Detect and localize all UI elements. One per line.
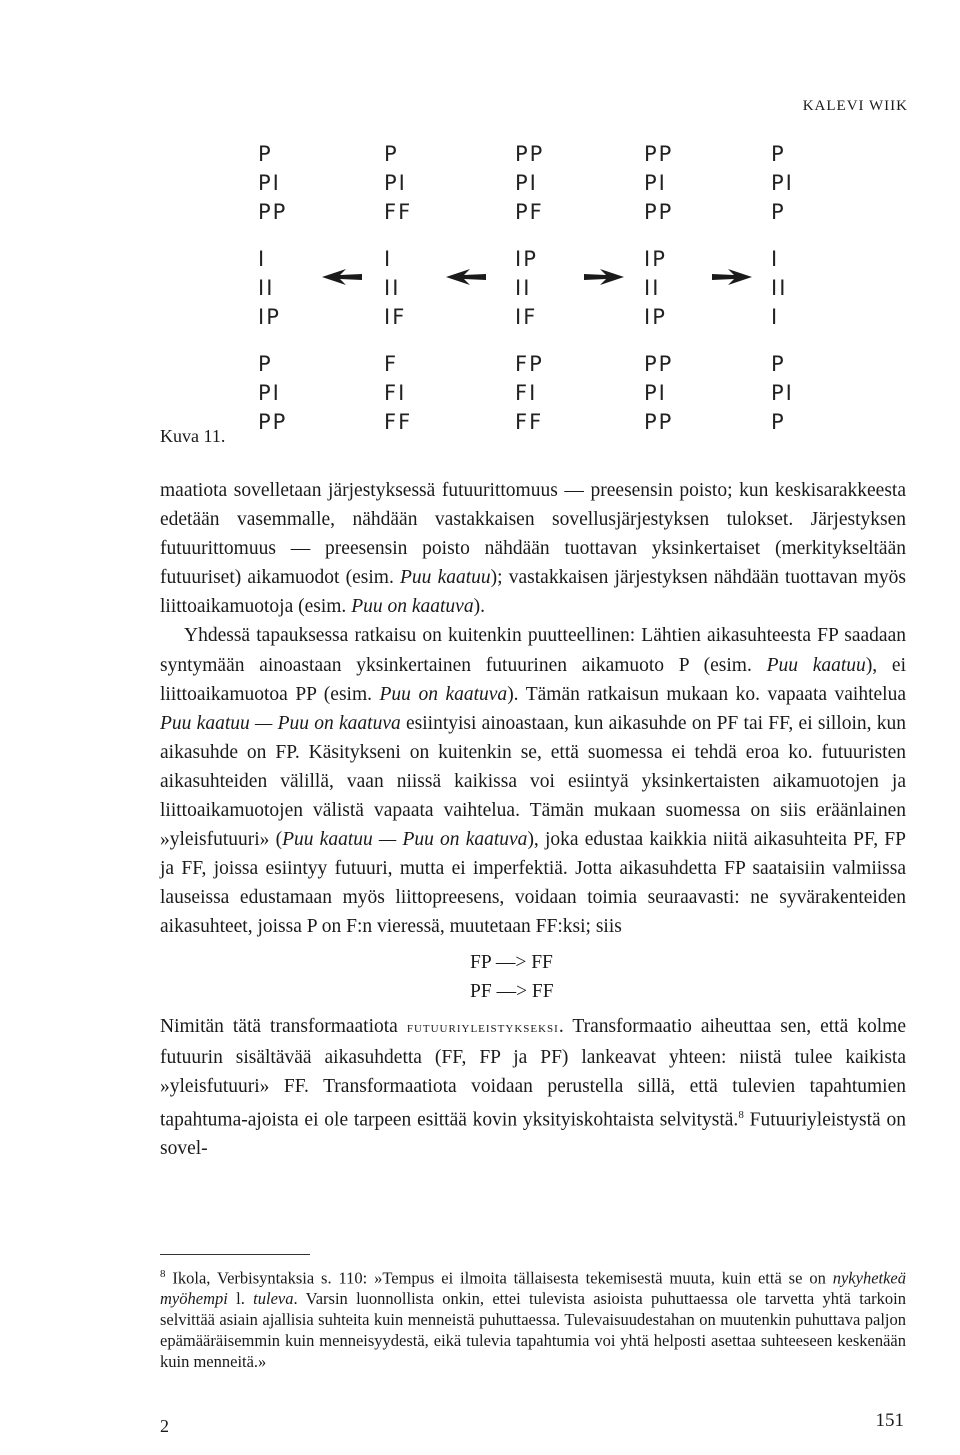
column-group	[384, 245, 412, 332]
column-group	[515, 350, 544, 437]
column-group	[644, 245, 673, 332]
text-run: . Transformaatio aiheuttaa sen, että kolme futuurin sisältävää aikasuhdetta (FF, FP ja PF) lankeavat yhteen: niistä tulee kaikista »yleisfutuuri» FF. Transformaatiota voidaan perustella sillä, että tulevien tapahtumien tapahtuma-ajoista ei ole tarpeen esittää kovin yksityiskohtaista selvitystä.	[160, 1015, 906, 1131]
column-group	[644, 350, 673, 437]
figure-cell: PI	[771, 171, 794, 195]
figure-cell: PP	[258, 200, 288, 224]
column-group	[258, 140, 287, 227]
figure-column-3	[515, 140, 544, 455]
text-run: l.	[227, 1289, 254, 1309]
column-group	[771, 140, 794, 227]
text-run: Ikola, Verbisyntaksia s. 110: »Tempus ei ilmoita tällaisesta tekemisestä muuta, kuin että se on	[165, 1268, 833, 1288]
column-group	[644, 140, 673, 227]
text-run: . Varsin luonnollista onkin, ettei tulevista asioista puhuttaessa ole tarvetta yhtä tarkoin selvittää asiain ajallisia suhteita kuin menneistä puhuttaessa. Tulevaisuudestahan on muutenkin puhuttava paljon epämääräisemmin kuin menneisyydestä, eikä tulevia tapahtumia voi yhtä helposti asettaa suhteeseen keskenään kuin menneitä.»	[160, 1289, 906, 1371]
column-group	[771, 245, 794, 332]
text-run: ), ei liittoaikamuotoa PP (esim.	[160, 654, 906, 705]
figure-cell: PI	[644, 171, 667, 195]
figure-column-1	[258, 140, 287, 455]
paragraph	[160, 1012, 906, 1164]
footnote-ref: 8	[738, 1108, 744, 1121]
figure-cell: P	[771, 410, 786, 434]
example-sentence: Puu kaatuu	[400, 567, 491, 589]
figure-column-4	[644, 140, 673, 455]
figure-cell: II	[384, 276, 401, 300]
figure-cell: P	[258, 142, 273, 166]
text-run: ), joka edustaa kaikkia niitä aikasuhteita PF, FP ja FF, joissa esiintyy futuuri, mutta ei imperfektiä. Jotta aikasuhdetta FP saataisiin valmiissa lauseissa edustamaan myös liittopreesens, voidaan toimia seuraavasti: ne syvärakenteiden aikasuhteet, joissa P on F:n vieressä, muutetaan FF:ksi; siis	[160, 829, 906, 938]
figure-cell: IF	[384, 305, 407, 329]
figure-cell: PF	[515, 200, 544, 224]
figure-cell: P	[384, 142, 399, 166]
column-group	[258, 350, 287, 437]
paragraph	[160, 621, 906, 941]
text-run: ). Tämän ratkaisun mukaan ko. vapaata vaihtelua	[507, 683, 906, 705]
figure-cell: FF	[384, 200, 413, 224]
column-group	[771, 350, 794, 437]
column-group	[258, 245, 287, 332]
figure-cell: IP	[515, 247, 538, 271]
figure-cell: F	[384, 352, 399, 376]
figure-cell: I	[771, 247, 780, 271]
column-group	[384, 140, 412, 227]
figure-cell: II	[771, 276, 788, 300]
figure-cell: PI	[644, 381, 667, 405]
column-group	[515, 245, 544, 332]
figure-caption: Kuva 11.	[160, 426, 226, 446]
figure-column-2	[384, 140, 412, 455]
figure-cell: FI	[515, 381, 538, 405]
rule-line: FP —> FF	[470, 951, 553, 973]
example-sentence: Puu kaatuu — Puu on kaatuva	[160, 712, 401, 734]
figure-cell: P	[258, 352, 273, 376]
figure-cell: PI	[515, 171, 538, 195]
figure-cell: PP	[515, 142, 545, 166]
term-small-caps: futuuriyleistykseksi	[406, 1019, 559, 1036]
footnote	[160, 1264, 906, 1372]
figure-cell: FF	[384, 410, 413, 434]
figure-cell: I	[384, 247, 393, 271]
figure-cell: IP	[258, 305, 281, 329]
figure-cell: II	[515, 276, 532, 300]
figure-cell: IP	[644, 247, 667, 271]
figure-cell: P	[771, 200, 786, 224]
text-run: maatiota sovelletaan järjestyksessä futuurittomuus — preesensin poisto; kun keskisarakkeesta edetään vasemmalle, nähdään vastakkaisen sovellusjärjestyksen tulokset. Järjestyksen futuurittomuus — preesensin poisto nähdään tuottavan yksinkertaiset (merkitykseltään futuuriset) aikamuodot (esim.	[160, 480, 906, 589]
example-sentence: Puu kaatuu — Puu on kaatuva	[282, 829, 528, 851]
text-run: ); vastakkaisen järjestyksen nähdään tuottavan myös liittoaikamuotoja (esim.	[160, 567, 906, 618]
figure-cell: FP	[515, 352, 544, 376]
running-head: KALEVI WIIK	[802, 98, 908, 114]
figure-cell: P	[771, 142, 786, 166]
figure-cell: PP	[644, 410, 674, 434]
figure-cell: IP	[644, 305, 667, 329]
example-sentence: Puu kaatuu	[766, 654, 866, 676]
text-run: Futuuriyleistystä on sovel-	[160, 1109, 906, 1160]
rule-line: PF —> FF	[470, 980, 554, 1002]
text-run: Yhdessä tapauksessa ratkaisu on kuitenkin puutteellinen: Lähtien aikasuhteesta FP saadaan syntymään ainoastaan yksinkertainen futuurinen aikamuoto P (esim.	[160, 625, 906, 676]
page-number: 151	[875, 1410, 904, 1431]
italic-term: tuleva	[253, 1289, 294, 1309]
figure-cell: PP	[644, 200, 674, 224]
figure-cell: I	[258, 247, 267, 271]
figure-11	[0, 0, 960, 450]
example-sentence: Puu on kaatuva	[379, 683, 508, 705]
figure-cell: P	[771, 352, 786, 376]
arrow-left-icon	[322, 268, 366, 286]
transformation-rules	[470, 948, 906, 1006]
footnote-divider	[160, 1254, 310, 1255]
figure-cell: PP	[644, 352, 674, 376]
figure-cell: II	[644, 276, 661, 300]
figure-cell: I	[771, 305, 780, 329]
example-sentence: Puu on kaatuva	[351, 596, 474, 618]
arrow-left-icon	[446, 268, 490, 286]
figure-cell: PI	[258, 381, 281, 405]
column-group	[515, 140, 544, 227]
figure-cell: PI	[771, 381, 794, 405]
text-run: Nimitän tätä transformaatiota	[160, 1015, 407, 1037]
paragraph	[160, 476, 906, 621]
figure-cell: FI	[384, 381, 407, 405]
footnote-number: 8	[160, 1268, 166, 1280]
arrow-right-icon	[708, 268, 752, 286]
italic-term: nykyhetkeä myöhempi	[160, 1268, 906, 1309]
figure-cell: II	[258, 276, 275, 300]
figure-cell: IF	[515, 305, 538, 329]
signature-mark: 2	[160, 1416, 169, 1436]
figure-cell: PI	[258, 171, 281, 195]
figure-cell: PP	[644, 142, 674, 166]
figure-cell: PI	[384, 171, 407, 195]
figure-column-5	[771, 140, 794, 455]
body-text	[160, 476, 906, 1163]
text-run: ).	[473, 596, 485, 618]
arrow-right-icon	[580, 268, 624, 286]
figure-cell: FF	[515, 410, 544, 434]
column-group	[384, 350, 412, 437]
text-run: esiintyisi ainoastaan, kun aikasuhde on PF tai FF, ei silloin, kun aikasuhde on FP. Käsitykseni on kuitenkin se, että suomessa ei tehdä eroa ko. futuuristen aikasuhteiden välillä, vaan niissä kaikissa voi esiintyä yksinkertaisten aikamuotojen ja liittoaikamuotojen välistä vapaata vaihtelua. Tämän mukaan suomessa on siis eräänlainen »yleisfutuuri» (	[160, 712, 907, 851]
figure-cell: PP	[258, 410, 288, 434]
